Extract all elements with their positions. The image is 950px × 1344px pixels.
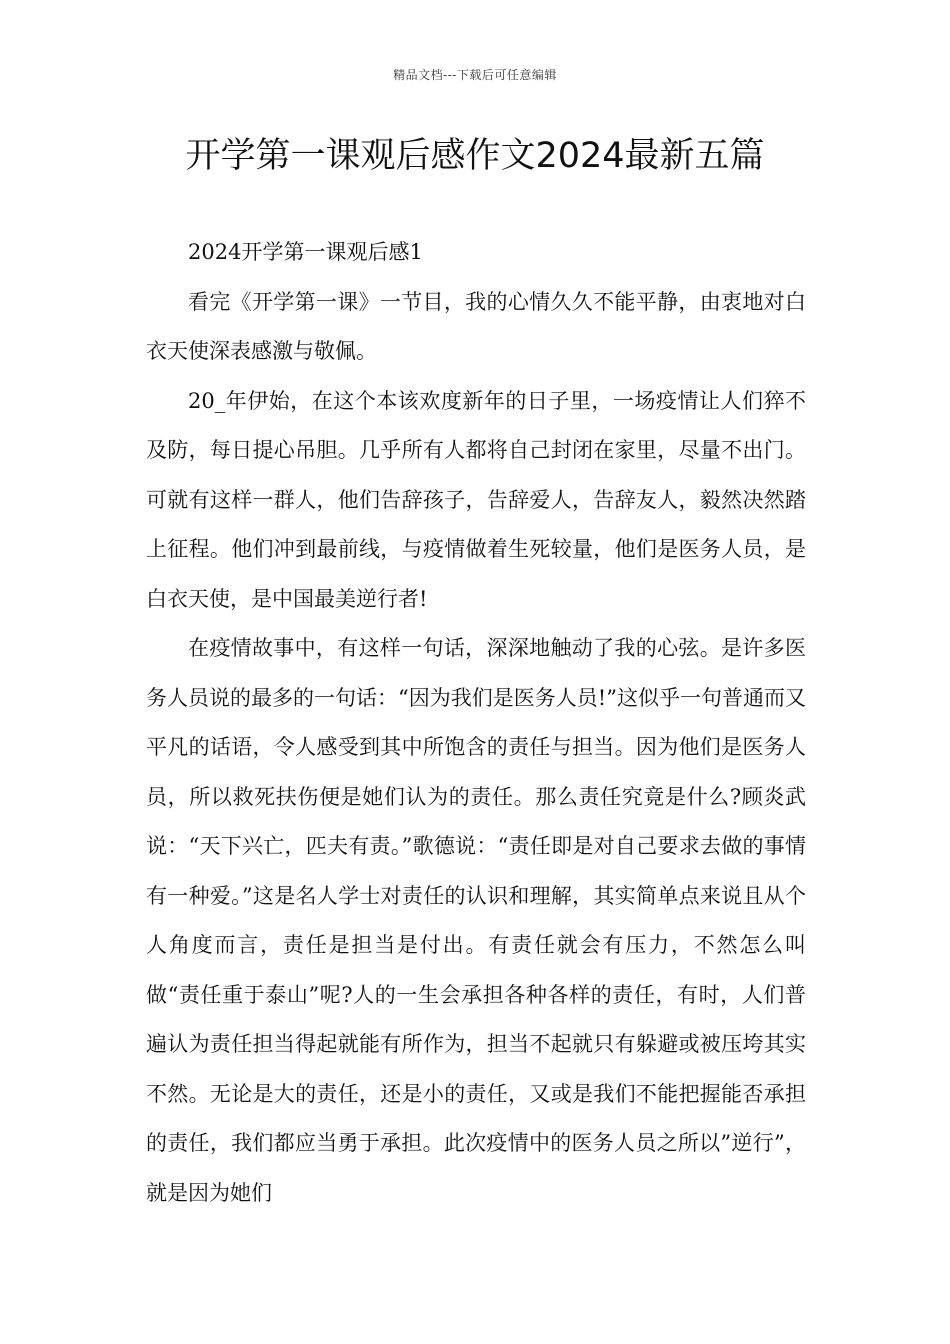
document-title: 开学第一课观后感作文2024最新五篇 [185, 136, 765, 176]
paragraph-1: 看完《开学第一课》一节目，我的心情久久不能平静，由衷地对白衣天使深表感激与敬佩。 [146, 289, 806, 363]
document-body [146, 228, 806, 1218]
section-heading: 2024开学第一课观后感1 [188, 240, 423, 264]
page-header: 精品文档---下载后可任意编辑 [393, 68, 557, 82]
paragraph-3: 在疫情故事中，有这样一句话，深深地触动了我的心弦。是许多医务人员说的最多的一句话：“因为我们是医务人员!”这似乎一句普通而又平凡的话语，令人感受到其中所饱含的责任与担当。因为他们是医务人员，所以救死扶伤便是她们认为的责任。那么责任究竟是什么?顾炎武说：“天下兴亡，匹夫有责。”歌德说：“责任即是对自己要求去做的事情有一种爱。”这是名人学士对责任的认识和理解，其实简单点来说且从个人角度而言，责任是担当是付出。有责任就会有压力，不然怎么叫做“责任重于泰山”呢?人的一生会承担各种各样的责任，有时，人们普遍认为责任担当得起就能有所作为，担当不起就只有躲避或被压垮其实不然。无论是大的责任，还是小的责任，又或是我们不能把握能否承担的责任，我们都应当勇于承担。此次疫情中的医务人员之所以”逆行”，就是因为她们 [146, 636, 806, 1205]
paragraph-2: 20_年伊始，在这个本该欢度新年的日子里，一场疫情让人们猝不及防，每日提心吊胆。几乎所有人都将自己封闭在家里，尽量不出门。可就有这样一群人，他们告辞孩子，告辞爱人，告辞友人，毅然决然踏上征程。他们冲到最前线，与疫情做着生死较量，他们是医务人员，是白衣天使，是中国最美逆行者! [146, 388, 806, 611]
